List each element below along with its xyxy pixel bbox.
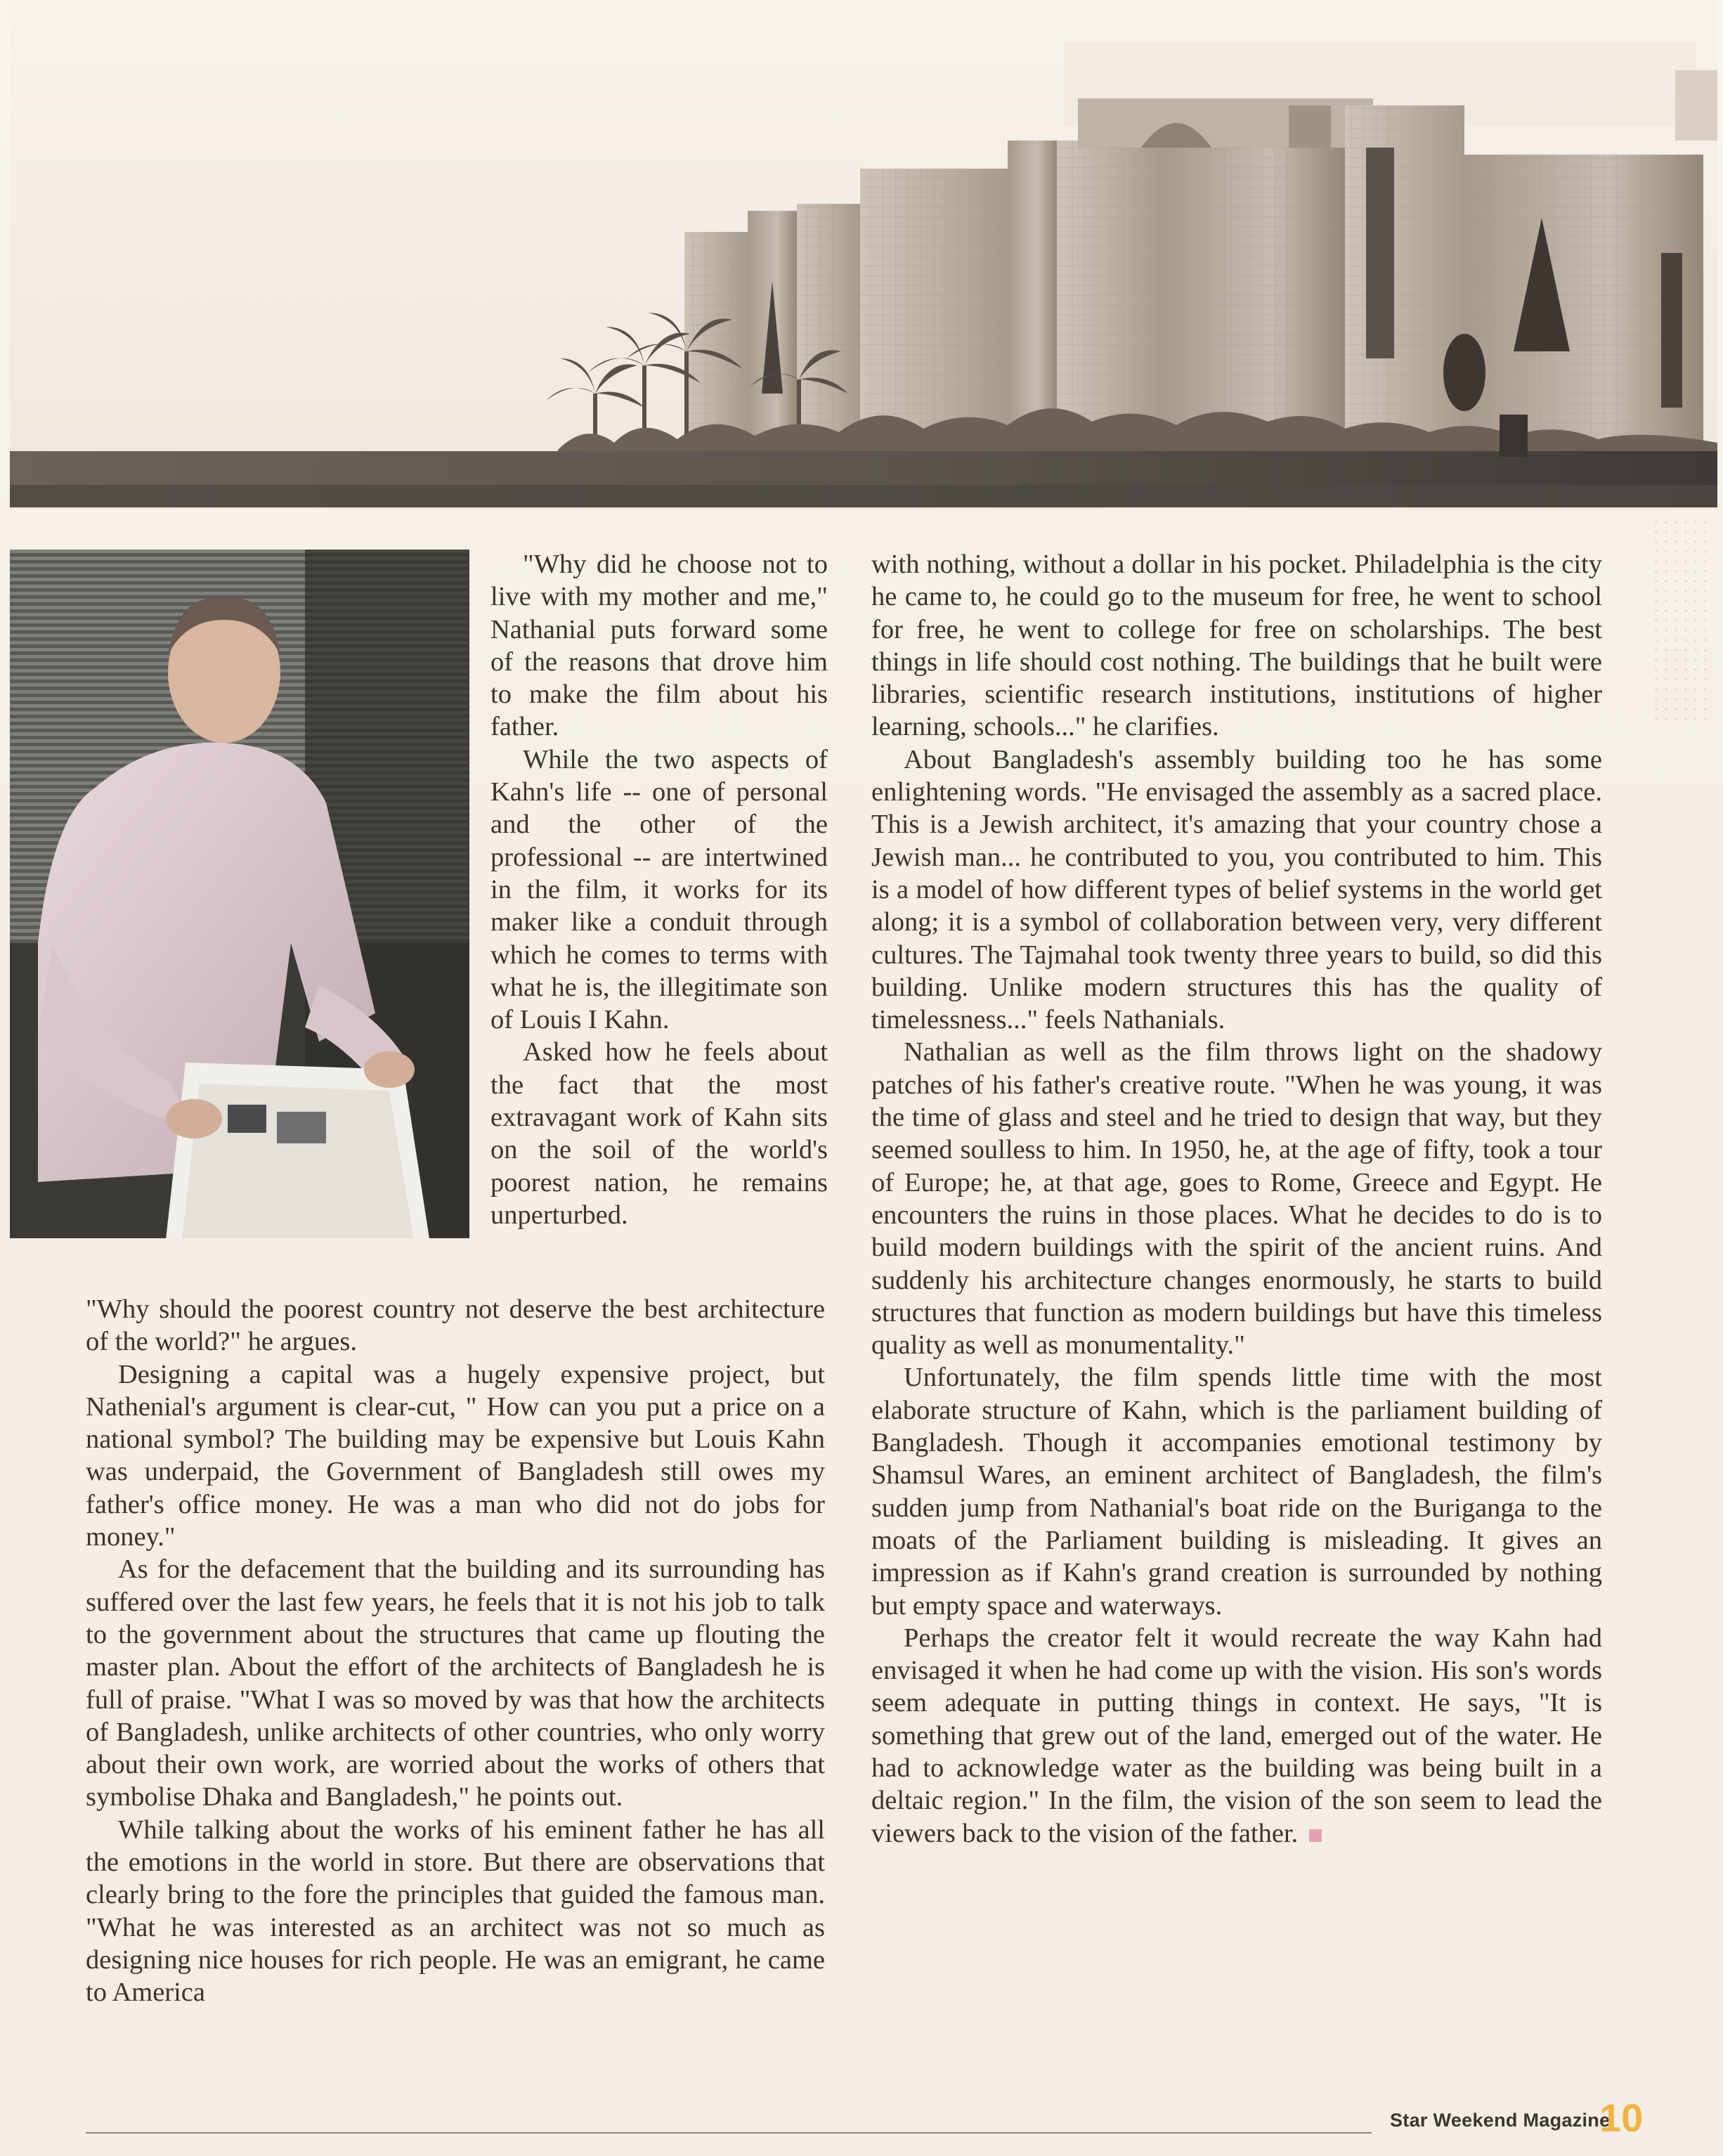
article-column-b [86, 1293, 825, 2009]
paragraph: As for the defacement that the building and its surrounding has suffered over the last few years, he feels that it is not his job to talk to the government about the structures that came up flouting the master plan. About the effort of the architects of Bangladesh he is full of praise. "What I was so moved by was that how the architects of Bangladesh, unlike architects of other countries, who only worry about their own work, are worried about the works of others that symbolise Dhaka and Bangladesh," he points out. [86, 1554, 825, 1812]
paragraph [871, 1622, 1602, 1850]
paragraph: Nathalian as well as the film throws light on the shadowy patches of his father's creative route. "When he was young, it was the time of glass and steel and he tried to design that way, but they seemed soulless to him. In 1950, he, at the age of fifty, took a tour of Europe; he, at that age, goes to Rome, Greece and Egypt. He encounters the ruins in those places. What he decides to do is to build modern buildings with the spirit of the ancient ruins. And suddenly his architecture changes enormously, he starts to build structures that function as modern buildings but have this timeless quality as well as monumentality." [871, 1037, 1602, 1361]
paragraph: About Bangladesh's assembly building too he has some enlightening words. "He envisaged the assembly as a sacred place. This is a Jewish architect, it's amazing that your country chose a Jewish man... he contributed to you, you contributed to him. This is a model of how different types of belief systems in the world get along; it is a symbol of collaboration between very, very different cultures. The Tajmahal took twenty three years to build, so did this building. Unlike modern structures this has the quality of timelessness..." feels Nathanials. [871, 744, 1602, 1035]
end-mark-icon [1309, 1829, 1322, 1842]
paragraph: Designing a capital was a hugely expensive project, but Nathenial's argument is clear-cut, " How can you put a price on a national symbol? The building may be expensive but Louis Kahn was underpaid, the Government of Bangladesh still owes my father's office money. He was a man who did not do jobs for money." [86, 1359, 825, 1552]
decorative-dot-pattern [1651, 517, 1708, 728]
paragraph: "Why should the poorest country not deserve the best architecture of the world?" he argues. [86, 1294, 825, 1357]
page-number: 10 [1599, 2096, 1644, 2140]
article-column-a [490, 548, 828, 1231]
paragraph: with nothing, without a dollar in his pocket. Philadelphia is the city he came to, he could go to the museum for free, he went to school for free, he went to college for free on scholarships. The best things in life should cost nothing. The buildings that he built were libraries, scientific research institutions, institutions of higher learning, schools..." he clarifies. [871, 550, 1602, 742]
paragraph: Unfortunately, the film spends little time with the most elaborate structure of Kahn, which is the parliament building of Bangladesh. Though it accompanies emotional testimony by Shamsul Wares, an eminent architect of Bangladesh, the film's sudden jump from Nathanial's boat ride on the Buriganga to the moats of the Parliament building is misleading. It gives an impression as if Kahn's grand creation is surrounded by nothing but empty space and waterways. [871, 1363, 1602, 1621]
footer-magazine-title: Star Weekend Magazine [1390, 2110, 1611, 2131]
paragraph: "Why did he choose not to live with my mother and me," Nathanial puts forward some of the reasons that drove him to make the film about his father. [490, 550, 828, 742]
paragraph: While talking about the works of his eminent father he has all the emotions in the world in store. But there are observations that clearly bring to the fore the principles that guided the famous man. "What he was interested as an architect was not so much as designing nice houses for rich people. He was an emigrant, he came to America [86, 1814, 825, 2008]
paragraph: Asked how he feels about the fact that the most extravagant work of Kahn sits on the soil of the world's poorest nation, he remains unperturbed. [490, 1037, 828, 1230]
footer-rule [86, 2132, 1372, 2134]
article-column-c [871, 548, 1602, 1850]
kahn-son-photo [10, 550, 469, 1238]
banner-image [10, 0, 1717, 509]
paragraph: While the two aspects of Kahn's life -- one of personal and the other of the professional -- are intertwined in the film, it works for its maker like a conduit through which he comes to terms with what he is, the illegitimate son of Louis I Kahn. [490, 744, 828, 1035]
paragraph-text: Perhaps the creator felt it would recreate the way Kahn had envisaged it when he had come up with the vision. His son's words seem adequate in putting things in context. He says, "It is something that grew out of the land, emerged out of the water. He had to acknowledge water as the building was being built in a deltaic region." In the film, the vision of the son seem to lead the viewers back to the vision of the father. [871, 1623, 1602, 1848]
